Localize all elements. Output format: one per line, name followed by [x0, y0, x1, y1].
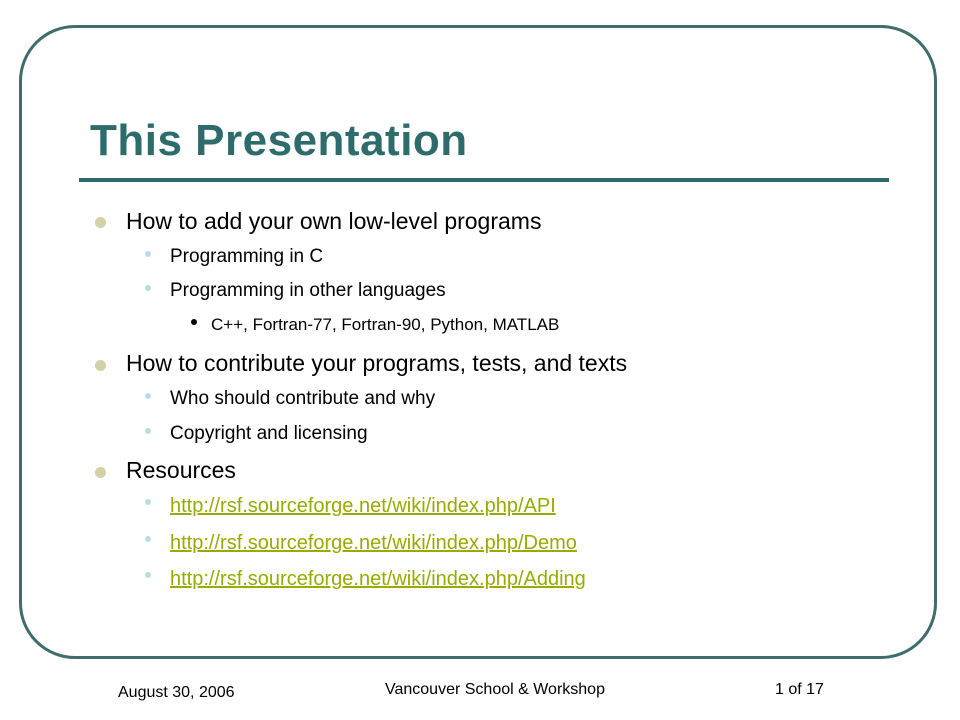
sub-sub-bullet-icon [191, 319, 197, 325]
sub-bullet-icon [145, 428, 151, 434]
sub-sub-bullet-languages-list: C++, Fortran-77, Fortran-90, Python, MATLAB [211, 315, 560, 334]
title-underline [79, 178, 889, 182]
sub-bullet-icon [145, 285, 151, 291]
slide-title: This Presentation [90, 116, 468, 165]
link-api[interactable]: http://rsf.sourceforge.net/wiki/index.php/API [170, 495, 556, 517]
bullet-icon [95, 360, 106, 371]
link-adding[interactable]: http://rsf.sourceforge.net/wiki/index.php/Adding [170, 568, 586, 590]
link-demo[interactable]: http://rsf.sourceforge.net/wiki/index.php/Demo [170, 532, 577, 554]
footer-date: August 30, 2006 [118, 684, 235, 701]
bullet-add-programs: How to add your own low-level programs [126, 208, 542, 234]
sub-bullet-icon [145, 499, 151, 505]
sub-bullet-icon [145, 393, 151, 399]
sub-bullet-who-contribute: Who should contribute and why [170, 388, 436, 409]
bullet-icon [95, 467, 106, 478]
sub-bullet-other-languages: Programming in other languages [170, 280, 446, 301]
sub-bullet-icon [145, 536, 151, 542]
bullet-resources: Resources [126, 457, 236, 483]
sub-bullet-copyright: Copyright and licensing [170, 423, 368, 444]
bullet-contribute: How to contribute your programs, tests, and texts [126, 350, 628, 376]
bullet-icon [95, 217, 106, 228]
footer-page-number: 1 of 17 [775, 681, 824, 698]
sub-bullet-programming-c: Programming in C [170, 246, 324, 267]
sub-bullet-icon [145, 572, 151, 578]
sub-bullet-icon [145, 251, 151, 257]
footer-event: Vancouver School & Workshop [385, 681, 605, 698]
